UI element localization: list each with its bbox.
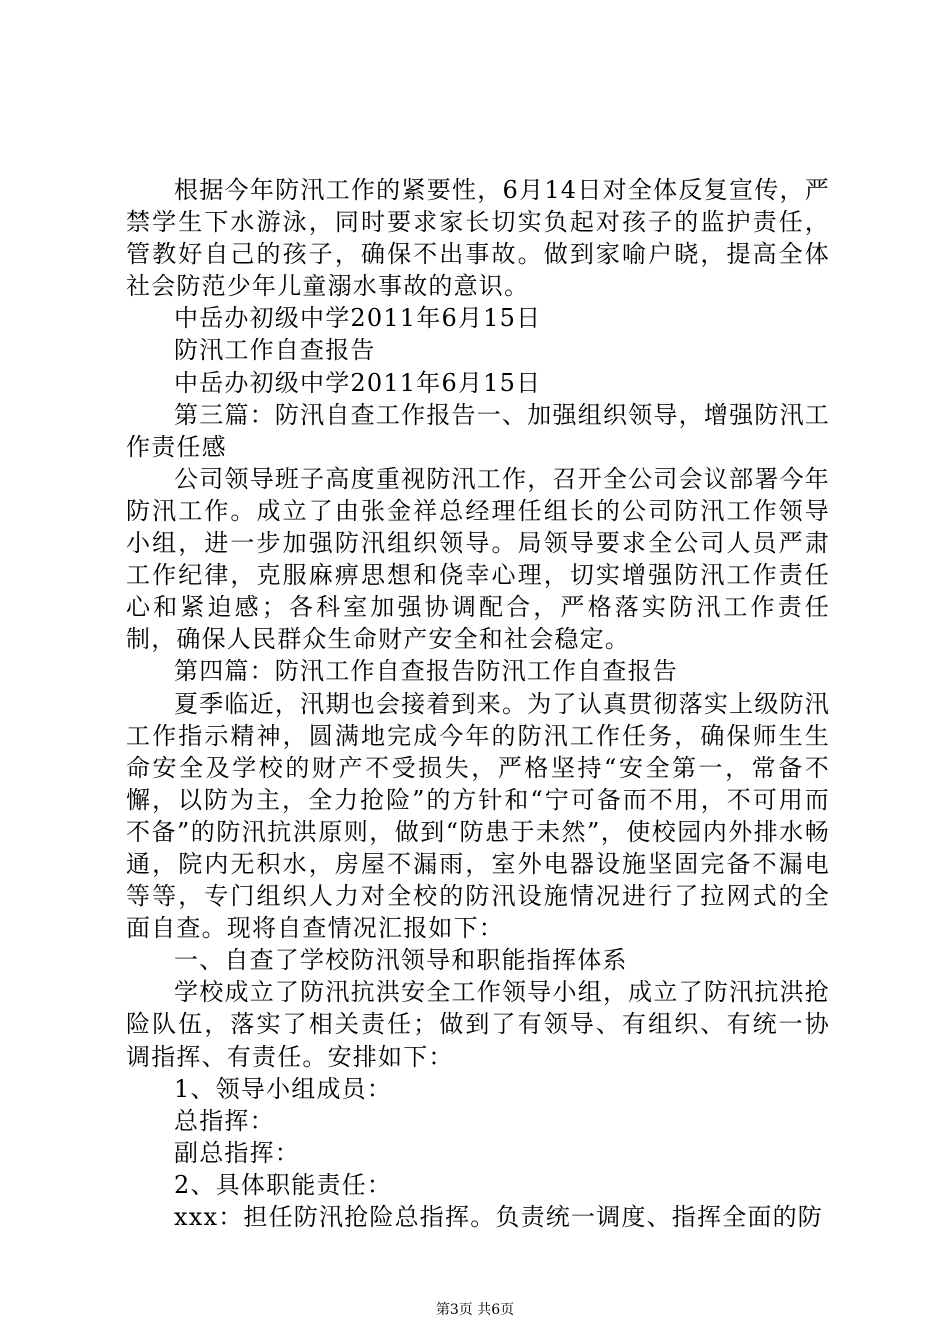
paragraph: 中岳办初级中学2011年6月15日 <box>174 368 542 397</box>
paragraph: 总指挥： <box>174 1106 275 1135</box>
paragraph: 夏季临近，汛期也会接着到来。为了认真贯彻落实上级防汛工作指示精神，圆满地完成今年的防汛工作任务，确保师生生命安全及学校的财产不受损失，严格坚持“安全第一，常备不懈，以防为主，全力抢险”的方针和“宁可备而不用，不可用而不备”的防汛抗洪原则，做到“防患于未然”，使校园内外排水畅通，院内无积水，房屋不漏雨，室外电器设施坚固完备不漏电等等，专门组织人力对全校的防汛设施情况进行了拉网式的全面自查。现将自查情况汇报如下： <box>126 689 830 943</box>
document-body <box>126 174 830 1233</box>
paragraph: 2、具体职能责任： <box>174 1170 393 1199</box>
paragraph: 公司领导班子高度重视防汛工作，召开全公司会议部署今年防汛工作。成立了由张金祥总经理任组长的公司防汛工作领导小组，进一步加强防汛组织领导。局领导要求全公司人员严肃工作纪律，克服麻痹思想和侥幸心理，切实增强防汛工作责任心和紧迫感；各科室加强协调配合，严格落实防汛工作责任制，确保人民群众生命财产安全和社会稳定。 <box>126 464 830 654</box>
paragraph: 根据今年防汛工作的紧要性，6月14日对全体反复宣传，严禁学生下水游泳，同时要求家长切实负起对孩子的监护责任，管教好自己的孩子，确保不出事故。做到家喻户晓，提高全体社会防范少年儿童溺水事故的意识。 <box>126 176 830 301</box>
paragraph: xxx：担任防汛抢险总指挥。负责统一调度、指挥全面的防 <box>174 1203 824 1231</box>
paragraph: 中岳办初级中学2011年6月15日 <box>174 304 542 333</box>
paragraph: 学校成立了防汛抗洪安全工作领导小组，成立了防汛抗洪抢险队伍，落实了相关责任；做到了有领导、有组织、有统一协调指挥、有责任。安排如下： <box>126 978 830 1071</box>
page-footer: 第3页 共6页 <box>435 1302 515 1318</box>
paragraph: 1、领导小组成员： <box>174 1074 393 1103</box>
paragraph: 防汛工作自查报告 <box>174 336 376 365</box>
paragraph: 第四篇：防汛工作自查报告防汛工作自查报告 <box>174 657 678 686</box>
paragraph: 一、自查了学校防汛领导和职能指挥体系 <box>174 946 628 975</box>
paragraph: 第三篇：防汛自查工作报告一、加强组织领导，增强防汛工作责任感 <box>126 400 830 461</box>
paragraph: 副总指挥： <box>174 1138 300 1167</box>
